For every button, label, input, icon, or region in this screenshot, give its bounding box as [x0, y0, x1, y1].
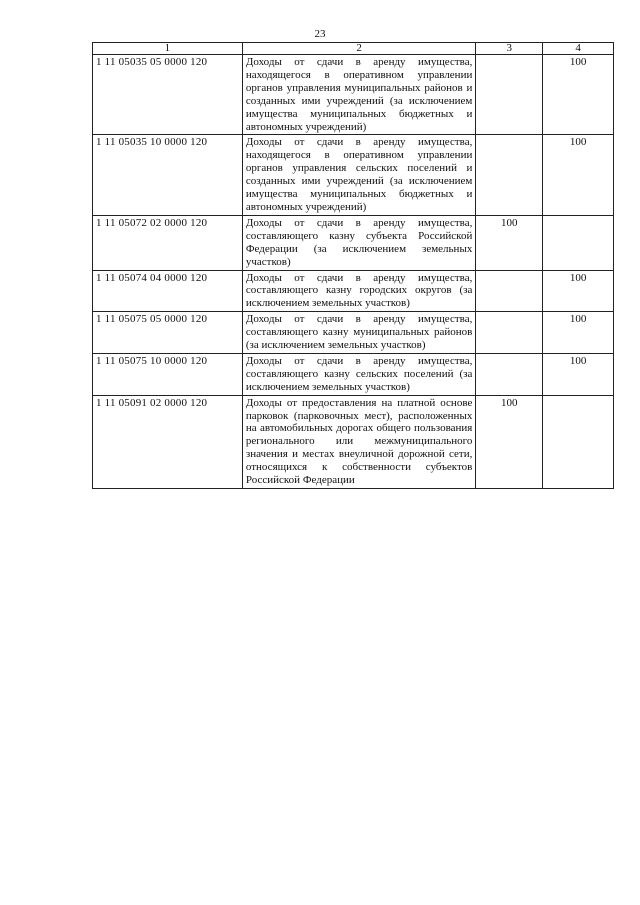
table-row [93, 312, 614, 354]
norm-col-4: 100 [543, 312, 614, 354]
revenue-description: Доходы от сдачи в аренду имущества, составляющего казну субъекта Российской Федерации (за исключением земельных участков) [242, 215, 475, 270]
norm-col-4: 100 [543, 270, 614, 312]
norm-col-3 [476, 312, 543, 354]
norm-col-4 [543, 215, 614, 270]
revenue-code: 1 11 05072 02 0000 120 [93, 215, 243, 270]
table-row [93, 353, 614, 395]
norm-col-3 [476, 270, 543, 312]
table-row [93, 270, 614, 312]
norm-col-3 [476, 353, 543, 395]
header-col-4: 4 [543, 43, 614, 55]
revenue-description: Доходы от сдачи в аренду имущества, находящегося в оперативном управлении органов управления муниципальных районов и созданных ими учреждений (за исключением имущества муниципальных бюджетных и автономных учреждений) [242, 55, 475, 135]
norm-col-3 [476, 135, 543, 215]
table-row [93, 395, 614, 488]
header-col-3: 3 [476, 43, 543, 55]
revenue-description: Доходы от сдачи в аренду имущества, находящегося в оперативном управлении органов управления сельских поселений и созданных ими учреждений (за исключением имущества муниципальных бюджетных и автономных учреждений) [242, 135, 475, 215]
norm-col-4: 100 [543, 353, 614, 395]
norm-col-4: 100 [543, 55, 614, 135]
table-row [93, 55, 614, 135]
norm-col-3: 100 [476, 395, 543, 488]
header-row [93, 43, 614, 55]
revenue-description: Доходы от предоставления на платной основе парковок (парковочных мест), расположенных на автомобильных дорогах общего пользования регионального или межмуниципального значения и местах внеуличной дорожной сети, относящихся к собственности субъектов Российской Федерации [242, 395, 475, 488]
table-header [93, 43, 614, 55]
header-col-2: 2 [242, 43, 475, 55]
norm-col-4 [543, 395, 614, 488]
page-number: 23 [314, 28, 326, 40]
norm-col-3 [476, 55, 543, 135]
revenue-code: 1 11 05074 04 0000 120 [93, 270, 243, 312]
norm-col-3: 100 [476, 215, 543, 270]
table-body [93, 55, 614, 489]
table-row [93, 135, 614, 215]
norm-col-4: 100 [543, 135, 614, 215]
revenue-code: 1 11 05035 05 0000 120 [93, 55, 243, 135]
revenue-description: Доходы от сдачи в аренду имущества, составляющего казну городских округов (за исключением земельных участков) [242, 270, 475, 312]
revenue-code: 1 11 05091 02 0000 120 [93, 395, 243, 488]
revenue-code: 1 11 05035 10 0000 120 [93, 135, 243, 215]
header-col-1: 1 [93, 43, 243, 55]
revenue-table [92, 42, 614, 489]
revenue-code: 1 11 05075 10 0000 120 [93, 353, 243, 395]
revenue-description: Доходы от сдачи в аренду имущества, составляющего казну сельских поселений (за исключением земельных участков) [242, 353, 475, 395]
revenue-code: 1 11 05075 05 0000 120 [93, 312, 243, 354]
revenue-description: Доходы от сдачи в аренду имущества, составляющего казну муниципальных районов (за исключением земельных участков) [242, 312, 475, 354]
table-row [93, 215, 614, 270]
